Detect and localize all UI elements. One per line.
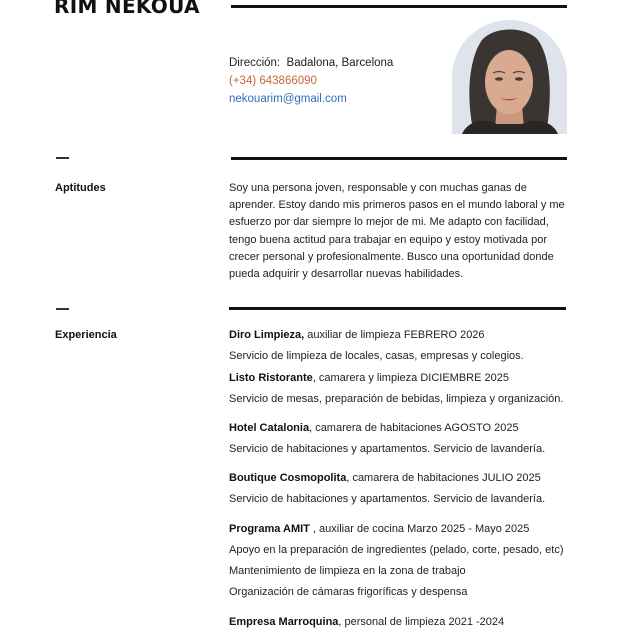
section-title-aptitudes: Aptitudes — [55, 182, 106, 194]
job-company: Boutique Cosmopolita — [229, 472, 347, 484]
experience-list — [229, 0, 629, 640]
address-value: Badalona, Barcelona — [286, 57, 394, 69]
job-role: , camarera de habitaciones JULIO 2025 — [346, 472, 541, 484]
job-detail: Organización de cámaras frigoríficas y despensa — [229, 586, 468, 598]
job-role: , camarera y limpieza DICIEMBRE 2025 — [312, 372, 509, 384]
job-detail: Servicio de limpieza de locales, casas, empresas y colegios. — [229, 350, 524, 362]
address-label: Dirección: — [229, 57, 281, 69]
email-address[interactable]: nekouarim@gmail.com — [229, 93, 347, 105]
candidate-name: RIM NEKOUA — [54, 0, 200, 18]
section-dash-experiencia — [56, 308, 69, 310]
job-detail: Servicio de mesas, preparación de bebidas, limpieza y organización. — [229, 393, 564, 405]
phone-number[interactable]: (+34) 643866090 — [229, 75, 317, 87]
job-header — [229, 472, 541, 484]
job-company: Empresa Marroquina — [229, 616, 339, 628]
aptitudes-text: Soy una persona joven, responsable y con muchas ganas de aprender. Estoy dando mis primeros pasos en el mundo laboral y me esfuerzo por dar siempre lo mejor de mi. Me adapto con facilidad, tengo buena actitud para trabajar en equipo y estoy motivada por crecer personal y profesionalmente. Busco una oportunidad donde pueda adquirir y desarrollar nuevas habilidades. — [229, 182, 565, 281]
job-detail: Mantenimiento de limpieza en la zona de trabajo — [229, 565, 466, 577]
job-detail: Servicio de habitaciones y apartamentos. Servicio de lavandería. — [229, 493, 546, 505]
job-header — [229, 372, 509, 384]
job-header — [229, 523, 529, 535]
job-company: Programa AMIT — [229, 523, 310, 535]
job-company: Hotel Catalonia — [229, 422, 310, 434]
section-title-experiencia: Experiencia — [55, 329, 117, 341]
job-header — [229, 616, 504, 628]
job-header — [229, 329, 485, 341]
section-dash-aptitudes — [56, 157, 69, 159]
job-detail: Apoyo en la preparación de ingredientes (pelado, corte, pesado, etc) — [229, 544, 564, 556]
job-role: auxiliar de limpieza FEBRERO 2026 — [304, 329, 485, 341]
job-role: , auxiliar de cocina Marzo 2025 - Mayo 2025 — [309, 523, 530, 535]
job-role: , camarera de habitaciones AGOSTO 2025 — [309, 422, 519, 434]
job-company: Diro Limpieza, — [229, 329, 305, 341]
job-role: , personal de limpieza 2021 -2024 — [338, 616, 505, 628]
job-header — [229, 422, 519, 434]
job-company: Listo Ristorante — [229, 372, 313, 384]
job-detail: Servicio de habitaciones y apartamentos. Servicio de lavandería. — [229, 443, 546, 455]
